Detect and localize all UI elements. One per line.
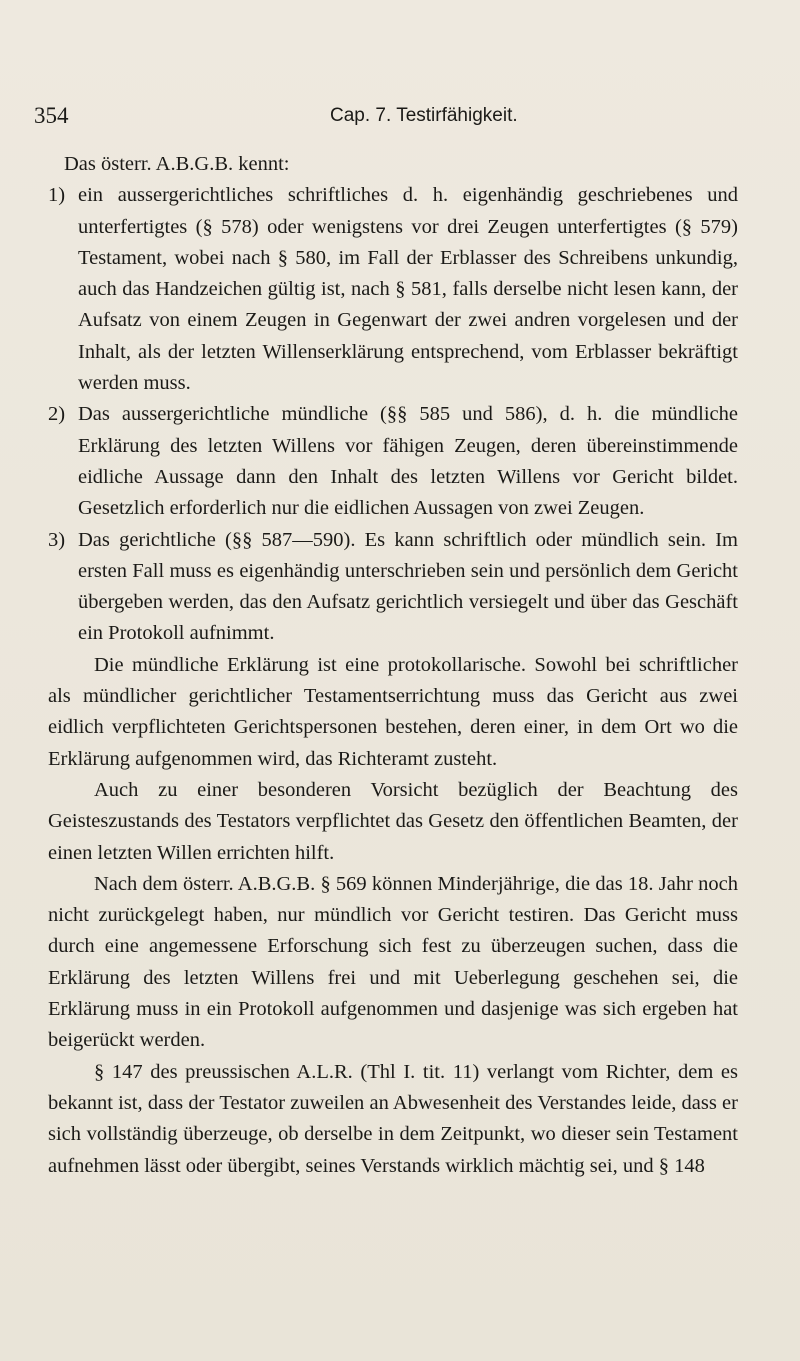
paragraph: Nach dem österr. A.B.G.B. § 569 können Minderjährige, die das 18. Jahr noch nicht zurückgelegt haben, nur mündlich vor Gericht testiren. Das Gericht muss durch eine angemessene Erforschung sich fest zu überzeugen suchen, dass die Erklärung des letzten Willens frei und mit Ueberlegung geschehen sei, die Erklärung muss in ein Protokoll aufgenommen und dasjenige was sich ergeben hat beigerückt werden. (48, 872, 738, 1052)
list-item (48, 180, 738, 399)
running-head: Cap. 7. Testirfähigkeit. (330, 105, 518, 126)
list-item-number: 1) (48, 184, 66, 207)
list-item-text: ein aussergerichtliches schriftliches d. h. eigenhändig geschriebenes und unterfertigtes (§ 578) oder wenigstens vor drei Zeugen unterfertigtes (§ 579) Testament, wobei nach § 580, im Fall der Erblasser des Schreibens unkundig, auch das Handzeichen gültig ist, nach § 581, falls derselbe nicht lesen kann, der Aufsatz von einem Zeugen in Gegenwart der zwei andren vorgelesen und der Inhalt, als der letzten Willenserklärung entsprechend, vom Erblasser bekräftigt werden muss. (78, 184, 738, 395)
paragraph: § 147 des preussischen A.L.R. (Thl I. tit. 11) verlangt vom Richter, dem es bekannt ist, dass der Testator zuweilen an Abwesenheit des Verstandes leide, dass er sich vollständig überzeuge, ob derselbe in dem Zeitpunkt, wo dieser sein Testament aufnehmen lässt oder übergibt, seines Verstands wirklich mächtig sei, und § 148 (48, 1060, 738, 1177)
list-item (48, 525, 738, 650)
page-number: 354 (34, 103, 69, 128)
paragraph: Auch zu einer besonderen Vorsicht bezüglich der Beachtung des Geisteszustands des Testators verpflichtet das Gesetz den öffentlichen Beamten, der einen letzten Willen errichten hilft. (48, 778, 738, 864)
intro-line: Das österr. A.B.G.B. kennt: (64, 153, 290, 175)
list-item-number: 3) (48, 528, 66, 551)
list-item-text: Das gerichtliche (§§ 587—590). Es kann schriftlich oder mündlich sein. Im ersten Fall muss es eigenhändig unterschrieben sein und persönlich dem Gericht übergeben werden, das den Aufsatz gerichtlich versiegelt und über das Geschäft ein Protokoll aufnimmt. (78, 528, 738, 645)
page-header (34, 100, 754, 134)
list-item (48, 399, 738, 524)
paragraph: Die mündliche Erklärung ist eine protokollarische. Sowohl bei schriftlicher als mündlicher gerichtlicher Testamentserrichtung muss das Gericht aus zwei eidlich verpflichteten Gerichtspersonen bestehen, deren einer, in dem Ort wo die Erklärung aufgenommen wird, das Richteramt zusteht. (48, 653, 738, 770)
list-item-text: Das aussergerichtliche mündliche (§§ 585 und 586), d. h. die mündliche Erklärung des letzten Willens vor fähigen Zeugen, deren übereinstimmende eidliche Aussage dann den Inhalt des letzten Willens vor Gericht bildet. Gesetzlich erforderlich nur die eidlichen Aussagen von zwei Zeugen. (78, 403, 738, 520)
page-body (48, 149, 738, 1182)
list-item-number: 2) (48, 403, 66, 426)
